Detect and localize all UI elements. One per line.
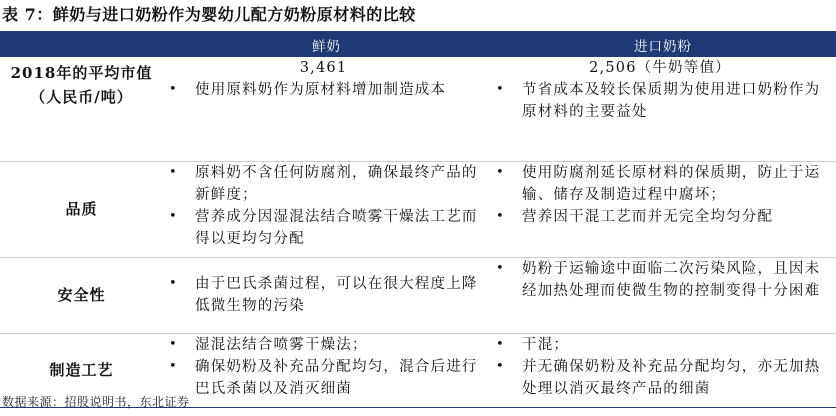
header-blank xyxy=(0,33,163,57)
fresh-safety-cell xyxy=(163,257,490,333)
fresh-price-value: 3,461 xyxy=(299,60,348,76)
imported-price-bullet: • 节省成本及较长保质期为使用进口奶粉作为原材料的主要益处 xyxy=(492,79,828,123)
fresh-quality-cell xyxy=(163,161,490,257)
imported-process-cell xyxy=(490,333,836,407)
fresh-price-cell xyxy=(163,57,490,161)
fresh-process-bullet-2: • 确保奶粉及补充品分配均匀，混合后进行巴氏杀菌以及消灭细菌 xyxy=(165,356,482,400)
row-label-safety: 安全性 xyxy=(0,257,163,333)
imported-price-cell xyxy=(490,57,836,161)
header-imported-powder: 进口奶粉 xyxy=(490,33,836,57)
imported-quality-bullet-1: • 使用防腐剂延长原材料的保质期，防止于运输、储存及制造过程中腐坏； xyxy=(492,162,828,206)
table-header-row xyxy=(0,33,836,57)
table-row xyxy=(0,161,836,257)
imported-process-bullet-2: • 并无确保奶粉及补充品分配均匀，亦无加热处理以消灭最终产品的细菌 xyxy=(492,356,828,400)
fresh-quality-bullet-1: • 原料奶不含任何防腐剂，确保最终产品的新鲜度； xyxy=(165,162,482,206)
table-title: 表 7：鲜奶与进口奶粉作为婴幼儿配方奶粉原材料的比较 xyxy=(2,5,416,24)
fresh-quality-bullet-2: • 营养成分因湿混法结合喷雾干燥法工艺而得以更均匀分配 xyxy=(165,206,482,250)
fresh-safety-bullet: • 由于巴氏杀菌过程，可以在很大程度上降低微生物的污染 xyxy=(165,273,482,317)
comparison-table xyxy=(0,33,836,408)
imported-quality-bullet-2: • 营养因干混工艺而并无完全均匀分配 xyxy=(492,206,828,228)
source-note: 数据来源：招股说明书，东北证券 xyxy=(2,395,190,409)
fresh-process-bullet-1: • 湿混法结合喷雾干燥法； xyxy=(165,334,482,356)
row-label-process: 制造工艺 xyxy=(0,333,163,407)
imported-price-value: 2,506（牛奶等值） xyxy=(589,60,731,76)
table-row xyxy=(0,257,836,333)
imported-safety-bullet: • 奶粉于运输途中面临二次污染风险，且因未经加热处理而使微生物的控制变得十分困难 xyxy=(492,258,828,302)
header-fresh-milk: 鲜奶 xyxy=(163,33,490,57)
imported-quality-cell xyxy=(490,161,836,257)
imported-process-bullet-1: • 干混； xyxy=(492,334,828,356)
row-label-quality: 品质 xyxy=(0,161,163,257)
fresh-price-bullet: • 使用原料奶作为原材料增加制造成本 xyxy=(165,79,482,101)
table-row xyxy=(0,57,836,161)
imported-safety-cell xyxy=(490,257,836,333)
fresh-process-cell xyxy=(163,333,490,407)
row-label-price: 2018年的平均市值（人民币/吨） xyxy=(0,57,163,161)
